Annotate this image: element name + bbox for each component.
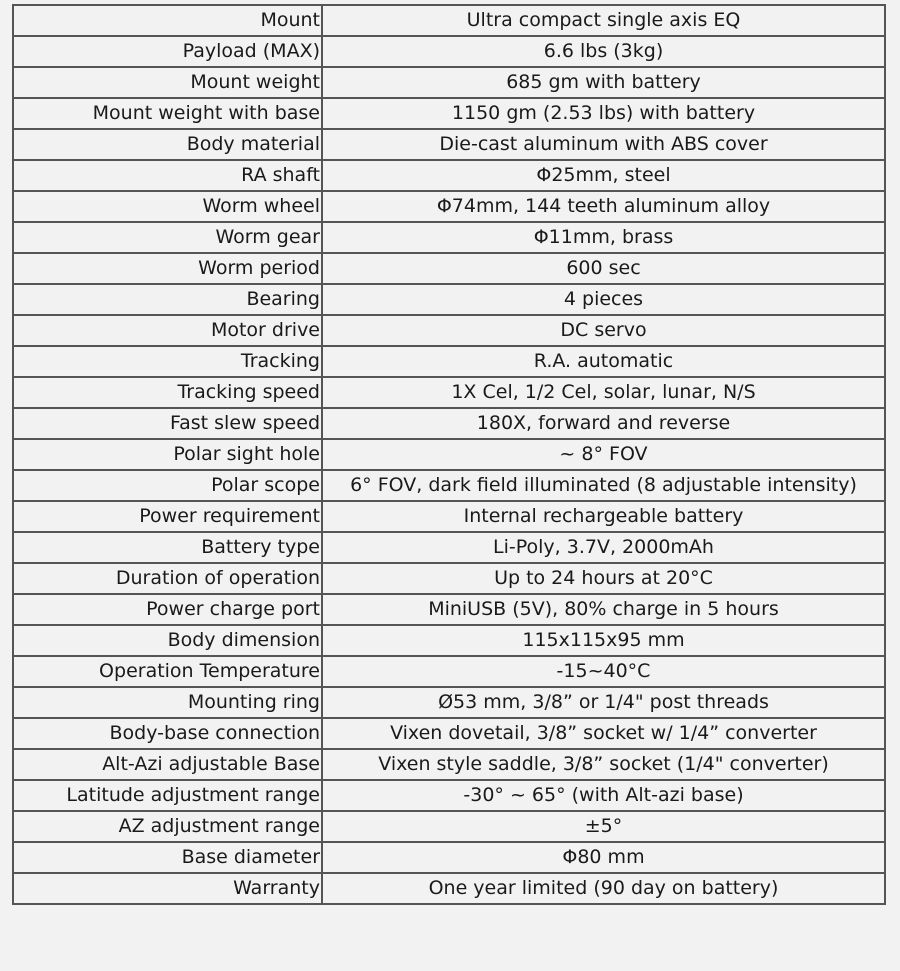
spec-value: ~ 8° FOV <box>322 439 885 470</box>
spec-row <box>13 780 885 811</box>
spec-row <box>13 501 885 532</box>
spec-row <box>13 532 885 563</box>
spec-label: Worm wheel <box>13 191 322 222</box>
spec-label: Warranty <box>13 873 322 904</box>
spec-row <box>13 284 885 315</box>
spec-value: MiniUSB (5V), 80% charge in 5 hours <box>322 594 885 625</box>
spec-label: Operation Temperature <box>13 656 322 687</box>
spec-label: Latitude adjustment range <box>13 780 322 811</box>
spec-label: Tracking speed <box>13 377 322 408</box>
spec-label: Mount weight with base <box>13 98 322 129</box>
spec-label: Body-base connection <box>13 718 322 749</box>
spec-row <box>13 625 885 656</box>
spec-value: 115x115x95 mm <box>322 625 885 656</box>
spec-value: R.A. automatic <box>322 346 885 377</box>
spec-label: Polar scope <box>13 470 322 501</box>
spec-value: 600 sec <box>322 253 885 284</box>
spec-row <box>13 377 885 408</box>
spec-label: Motor drive <box>13 315 322 346</box>
spec-row <box>13 563 885 594</box>
spec-row <box>13 656 885 687</box>
spec-row <box>13 687 885 718</box>
spec-label: AZ adjustment range <box>13 811 322 842</box>
spec-value: Vixen dovetail, 3/8” socket w/ 1/4” converter <box>322 718 885 749</box>
spec-label: Power requirement <box>13 501 322 532</box>
spec-label: Duration of operation <box>13 563 322 594</box>
spec-label: Mount weight <box>13 67 322 98</box>
spec-label: RA shaft <box>13 160 322 191</box>
spec-label: Worm period <box>13 253 322 284</box>
spec-row <box>13 470 885 501</box>
spec-label: Tracking <box>13 346 322 377</box>
spec-value: 6° FOV, dark field illuminated (8 adjustable intensity) <box>322 470 885 501</box>
spec-value: 1150 gm (2.53 lbs) with battery <box>322 98 885 129</box>
spec-value: 180X, forward and reverse <box>322 408 885 439</box>
spec-label: Battery type <box>13 532 322 563</box>
spec-value: -30° ~ 65° (with Alt-azi base) <box>322 780 885 811</box>
spec-row <box>13 36 885 67</box>
spec-row <box>13 594 885 625</box>
spec-value: Vixen style saddle, 3/8” socket (1/4" converter) <box>322 749 885 780</box>
spec-table-body <box>13 5 885 904</box>
spec-row <box>13 98 885 129</box>
spec-value: 1X Cel, 1/2 Cel, solar, lunar, N/S <box>322 377 885 408</box>
spec-label: Worm gear <box>13 222 322 253</box>
spec-label: Mounting ring <box>13 687 322 718</box>
spec-label: Bearing <box>13 284 322 315</box>
spec-row <box>13 346 885 377</box>
spec-row <box>13 315 885 346</box>
spec-label: Body dimension <box>13 625 322 656</box>
spec-value: 4 pieces <box>322 284 885 315</box>
spec-value: 6.6 lbs (3kg) <box>322 36 885 67</box>
spec-value: ±5° <box>322 811 885 842</box>
spec-row <box>13 222 885 253</box>
spec-row <box>13 129 885 160</box>
spec-row <box>13 408 885 439</box>
spec-value: Li-Poly, 3.7V, 2000mAh <box>322 532 885 563</box>
spec-label: Body material <box>13 129 322 160</box>
spec-value: DC servo <box>322 315 885 346</box>
spec-value: 685 gm with battery <box>322 67 885 98</box>
spec-row <box>13 439 885 470</box>
spec-table <box>12 4 886 905</box>
spec-value: Die-cast aluminum with ABS cover <box>322 129 885 160</box>
spec-label: Fast slew speed <box>13 408 322 439</box>
spec-row <box>13 842 885 873</box>
spec-label: Mount <box>13 5 322 36</box>
spec-label: Alt-Azi adjustable Base <box>13 749 322 780</box>
spec-label: Base diameter <box>13 842 322 873</box>
spec-row <box>13 873 885 904</box>
spec-label: Polar sight hole <box>13 439 322 470</box>
spec-value: Ultra compact single axis EQ <box>322 5 885 36</box>
spec-value: Ø53 mm, 3/8” or 1/4" post threads <box>322 687 885 718</box>
spec-row <box>13 5 885 36</box>
spec-row <box>13 191 885 222</box>
spec-row <box>13 160 885 191</box>
spec-value: -15~40°C <box>322 656 885 687</box>
spec-value: Φ11mm, brass <box>322 222 885 253</box>
spec-label: Power charge port <box>13 594 322 625</box>
spec-value: Up to 24 hours at 20°C <box>322 563 885 594</box>
spec-row <box>13 749 885 780</box>
spec-value: One year limited (90 day on battery) <box>322 873 885 904</box>
spec-value: Φ25mm, steel <box>322 160 885 191</box>
spec-row <box>13 718 885 749</box>
spec-value: Φ74mm, 144 teeth aluminum alloy <box>322 191 885 222</box>
spec-label: Payload (MAX) <box>13 36 322 67</box>
spec-row <box>13 253 885 284</box>
spec-row <box>13 811 885 842</box>
spec-value: Φ80 mm <box>322 842 885 873</box>
spec-row <box>13 67 885 98</box>
spec-value: Internal rechargeable battery <box>322 501 885 532</box>
